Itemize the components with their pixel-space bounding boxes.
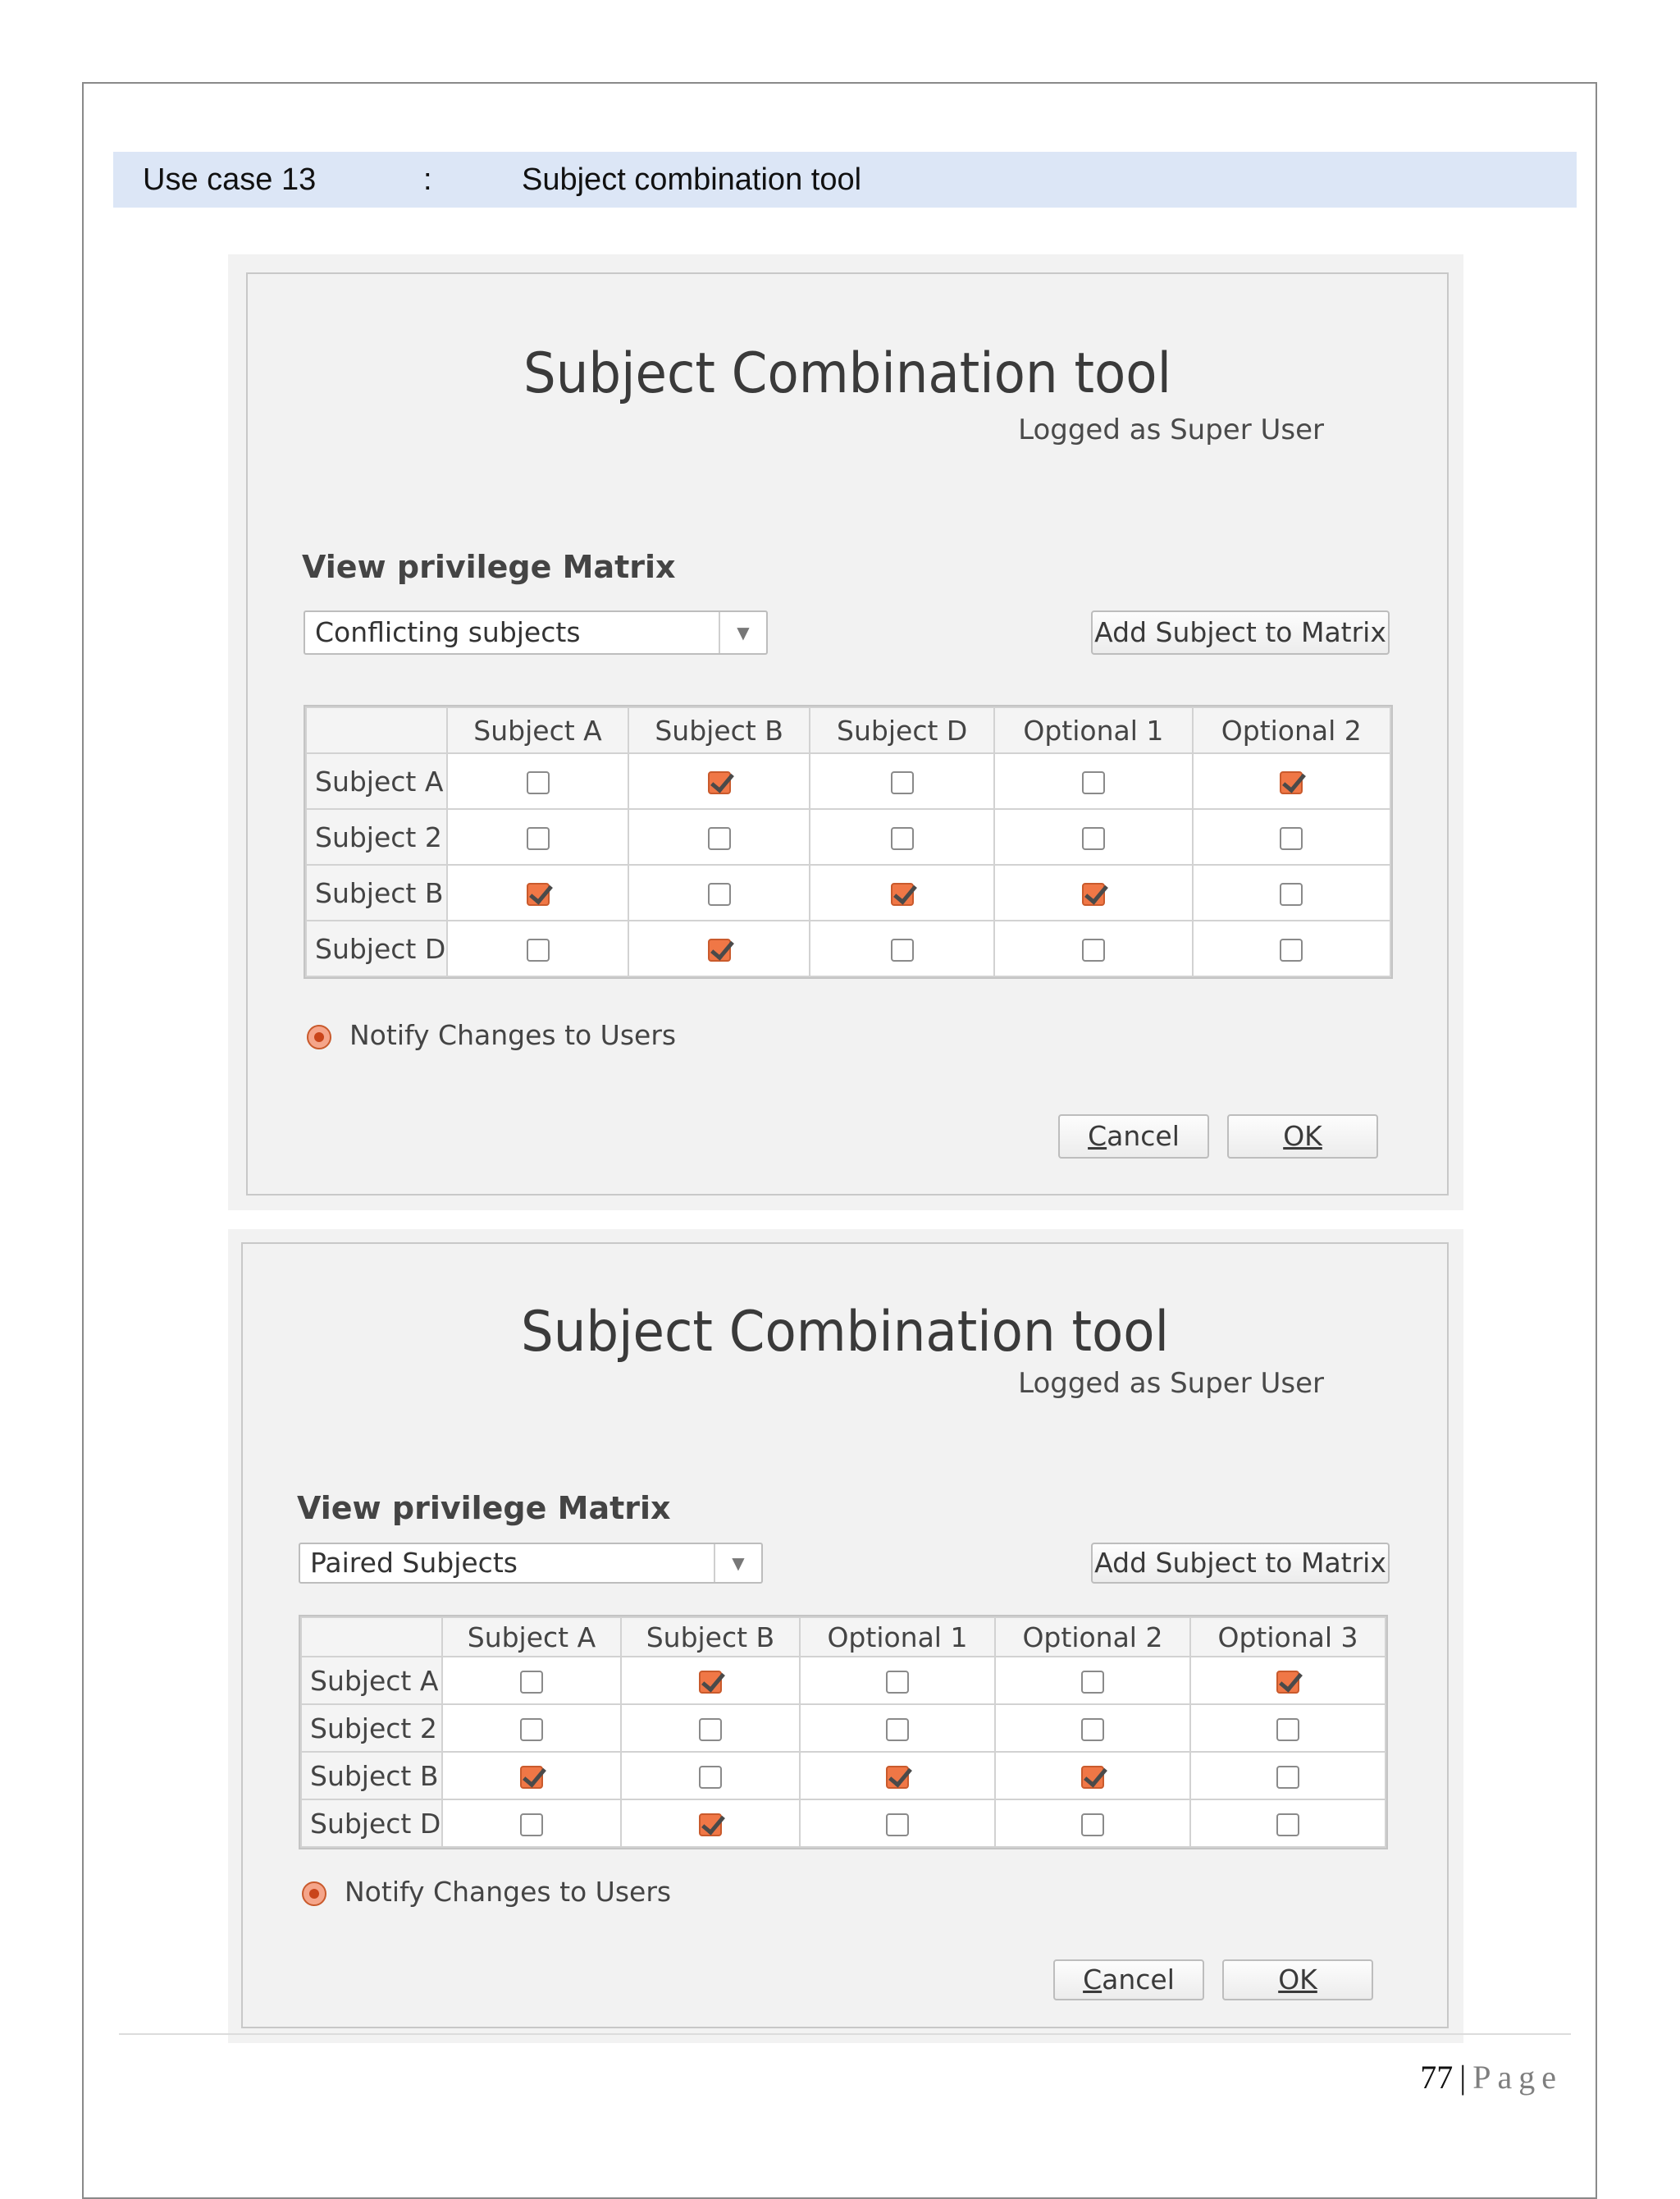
mockup-paired xyxy=(228,1229,1463,2043)
section-heading: View privilege Matrix xyxy=(302,549,676,585)
page-label: Page xyxy=(1472,2059,1563,2096)
matrix-row xyxy=(301,1704,1386,1752)
checkbox-unchecked[interactable] xyxy=(886,1718,909,1741)
matrix-cell xyxy=(995,1752,1190,1799)
matrix-row xyxy=(306,921,1390,976)
matrix-cell xyxy=(628,865,810,921)
checkbox-unchecked[interactable] xyxy=(1082,827,1105,850)
matrix-cell xyxy=(1193,809,1390,865)
ok-button[interactable] xyxy=(1227,1114,1378,1159)
ok-label: OK xyxy=(1278,1964,1317,1996)
checkbox-unchecked[interactable] xyxy=(520,1671,543,1694)
column-header: Optional 1 xyxy=(800,1617,995,1657)
cancel-mnemonic: C xyxy=(1083,1964,1102,1996)
matrix-cell xyxy=(442,1704,621,1752)
notify-label: Notify Changes to Users xyxy=(345,1876,672,1908)
dropdown-value: Conflicting subjects xyxy=(315,616,581,648)
matrix-row xyxy=(301,1799,1386,1847)
checkbox-checked[interactable] xyxy=(708,939,731,962)
column-header: Optional 2 xyxy=(1193,707,1390,753)
matrix-type-dropdown[interactable] xyxy=(304,610,768,655)
checkbox-unchecked[interactable] xyxy=(708,827,731,850)
matrix-cell xyxy=(447,809,628,865)
dropdown-value: Paired Subjects xyxy=(310,1547,518,1579)
checkbox-unchecked[interactable] xyxy=(891,827,914,850)
checkbox-unchecked[interactable] xyxy=(891,771,914,794)
checkbox-unchecked[interactable] xyxy=(527,827,550,850)
matrix-cell xyxy=(810,753,994,809)
matrix-cell xyxy=(995,1657,1190,1704)
mockup-conflicting xyxy=(228,254,1463,1210)
checkbox-unchecked[interactable] xyxy=(886,1813,909,1836)
matrix-cell xyxy=(800,1704,995,1752)
matrix-corner xyxy=(301,1617,442,1657)
matrix-cell xyxy=(442,1657,621,1704)
matrix-cell xyxy=(1193,865,1390,921)
checkbox-unchecked[interactable] xyxy=(1081,1813,1104,1836)
matrix-cell xyxy=(621,1799,800,1847)
checkbox-checked[interactable] xyxy=(1280,771,1303,794)
checkbox-unchecked[interactable] xyxy=(1280,827,1303,850)
ok-button[interactable] xyxy=(1222,1959,1373,2000)
add-subject-button[interactable]: Add Subject to Matrix xyxy=(1091,610,1390,655)
matrix-corner xyxy=(306,707,447,753)
matrix-cell xyxy=(1193,921,1390,976)
matrix-cell xyxy=(995,1704,1190,1752)
mockup-title: Subject Combination tool xyxy=(523,341,1171,406)
matrix-cell xyxy=(994,809,1192,865)
use-case-colon: : xyxy=(423,162,432,197)
matrix-row xyxy=(306,753,1390,809)
checkbox-unchecked[interactable] xyxy=(891,939,914,962)
matrix-cell xyxy=(994,921,1192,976)
matrix-cell xyxy=(1190,1799,1386,1847)
notify-label: Notify Changes to Users xyxy=(349,1019,677,1051)
column-header: Subject D xyxy=(810,707,994,753)
ok-label: OK xyxy=(1283,1120,1322,1152)
cancel-label-rest: ancel xyxy=(1102,1964,1175,1996)
matrix-row xyxy=(301,1657,1386,1704)
checkbox-unchecked[interactable] xyxy=(1276,1718,1299,1741)
checkbox-unchecked[interactable] xyxy=(1081,1718,1104,1741)
row-header: Subject A xyxy=(306,753,447,809)
matrix-cell xyxy=(995,1799,1190,1847)
checkbox-unchecked[interactable] xyxy=(699,1718,722,1741)
cancel-mnemonic: C xyxy=(1088,1120,1107,1152)
row-header: Subject 2 xyxy=(306,809,447,865)
use-case-title: Subject combination tool xyxy=(522,162,862,197)
cancel-label-rest: ancel xyxy=(1107,1120,1180,1152)
matrix-cell xyxy=(810,865,994,921)
checkbox-checked[interactable] xyxy=(527,883,550,906)
matrix-cell xyxy=(447,753,628,809)
page-number: 77 xyxy=(1420,2059,1454,2096)
cancel-button[interactable] xyxy=(1053,1959,1204,2000)
checkbox-checked[interactable] xyxy=(708,771,731,794)
checkbox-unchecked[interactable] xyxy=(1082,939,1105,962)
checkbox-unchecked[interactable] xyxy=(1082,771,1105,794)
privilege-matrix xyxy=(304,705,1393,979)
mockup-window xyxy=(246,272,1449,1196)
matrix-cell xyxy=(1190,1752,1386,1799)
mockup-window xyxy=(241,1242,1449,2028)
matrix-cell xyxy=(628,921,810,976)
matrix-cell xyxy=(1193,753,1390,809)
column-header: Subject B xyxy=(621,1617,800,1657)
column-header: Optional 1 xyxy=(994,707,1192,753)
checkbox-unchecked[interactable] xyxy=(527,939,550,962)
checkbox-unchecked[interactable] xyxy=(520,1813,543,1836)
checkbox-checked[interactable] xyxy=(886,1766,909,1789)
matrix-cell xyxy=(621,1657,800,1704)
matrix-cell xyxy=(810,921,994,976)
footer-divider xyxy=(119,2033,1571,2035)
row-header: Subject B xyxy=(301,1752,442,1799)
checkbox-checked[interactable] xyxy=(891,883,914,906)
cancel-button[interactable] xyxy=(1058,1114,1209,1159)
column-header: Optional 2 xyxy=(995,1617,1190,1657)
checkbox-unchecked[interactable] xyxy=(1280,883,1303,906)
checkbox-unchecked[interactable] xyxy=(1276,1766,1299,1789)
matrix-cell xyxy=(621,1704,800,1752)
add-subject-button[interactable]: Add Subject to Matrix xyxy=(1091,1543,1390,1584)
logged-as-label: Logged as Super User xyxy=(1018,414,1324,446)
radio-selected-icon[interactable] xyxy=(307,1025,331,1049)
matrix-cell xyxy=(800,1799,995,1847)
mockup-title: Subject Combination tool xyxy=(521,1300,1169,1365)
section-heading: View privilege Matrix xyxy=(297,1490,671,1526)
column-header: Subject A xyxy=(447,707,628,753)
checkbox-unchecked[interactable] xyxy=(699,1766,722,1789)
checkbox-checked[interactable] xyxy=(1276,1671,1299,1694)
matrix-cell xyxy=(628,753,810,809)
chevron-down-icon[interactable]: ▼ xyxy=(714,1544,761,1582)
radio-selected-icon[interactable] xyxy=(302,1881,326,1906)
matrix-row xyxy=(306,865,1390,921)
matrix-cell xyxy=(810,809,994,865)
matrix-cell xyxy=(442,1799,621,1847)
chevron-down-icon[interactable]: ▼ xyxy=(719,612,766,653)
matrix-cell xyxy=(1190,1657,1386,1704)
row-header: Subject B xyxy=(306,865,447,921)
matrix-cell xyxy=(994,753,1192,809)
matrix-cell xyxy=(800,1657,995,1704)
use-case-header xyxy=(113,152,1577,208)
checkbox-unchecked[interactable] xyxy=(886,1671,909,1694)
page-footer xyxy=(1420,2058,1563,2096)
matrix-cell xyxy=(994,865,1192,921)
matrix-cell xyxy=(442,1752,621,1799)
matrix-type-dropdown[interactable] xyxy=(299,1543,763,1584)
matrix-cell xyxy=(621,1752,800,1799)
matrix-cell xyxy=(447,865,628,921)
column-header: Subject B xyxy=(628,707,810,753)
checkbox-checked[interactable] xyxy=(1081,1766,1104,1789)
checkbox-checked[interactable] xyxy=(520,1766,543,1789)
matrix-cell xyxy=(1190,1704,1386,1752)
logged-as-label: Logged as Super User xyxy=(1018,1367,1324,1400)
column-header: Subject A xyxy=(442,1617,621,1657)
matrix-cell xyxy=(800,1752,995,1799)
use-case-label: Use case 13 xyxy=(143,162,317,197)
checkbox-checked[interactable] xyxy=(699,1813,722,1836)
checkbox-checked[interactable] xyxy=(699,1671,722,1694)
notify-option[interactable] xyxy=(302,1876,671,1908)
notify-option[interactable] xyxy=(307,1019,676,1051)
page-separator: | xyxy=(1459,2059,1467,2096)
privilege-matrix xyxy=(299,1615,1388,1849)
matrix-cell xyxy=(447,921,628,976)
column-header: Optional 3 xyxy=(1190,1617,1386,1657)
row-header: Subject A xyxy=(301,1657,442,1704)
checkbox-checked[interactable] xyxy=(1082,883,1105,906)
checkbox-unchecked[interactable] xyxy=(708,883,731,906)
checkbox-unchecked[interactable] xyxy=(1081,1671,1104,1694)
checkbox-unchecked[interactable] xyxy=(1280,939,1303,962)
row-header: Subject D xyxy=(306,921,447,976)
matrix-cell xyxy=(628,809,810,865)
matrix-row xyxy=(301,1752,1386,1799)
matrix-row xyxy=(306,809,1390,865)
checkbox-unchecked[interactable] xyxy=(1276,1813,1299,1836)
checkbox-unchecked[interactable] xyxy=(527,771,550,794)
row-header: Subject D xyxy=(301,1799,442,1847)
checkbox-unchecked[interactable] xyxy=(520,1718,543,1741)
row-header: Subject 2 xyxy=(301,1704,442,1752)
